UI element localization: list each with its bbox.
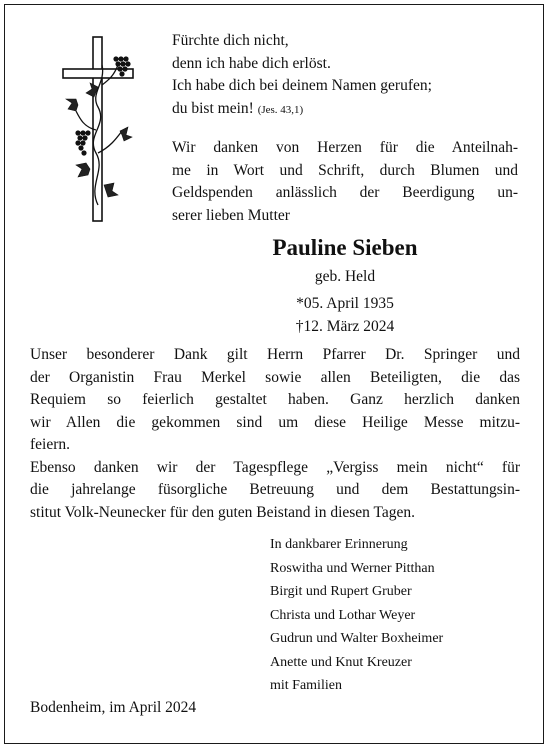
verse-line: du bist mein! (Jes. 43,1) xyxy=(172,99,304,117)
thanks-line: serer lieben Mutter xyxy=(172,206,290,224)
body-line: wir Allen die gekommen sind um diese Heilige Messe mitzu- xyxy=(30,413,520,431)
body-line: der Organistin Frau Merkel sowie allen Beteiligten, die das xyxy=(30,368,520,386)
bible-verse xyxy=(172,30,512,121)
signatory-line: Gudrun und Walter Boxheimer xyxy=(270,631,444,646)
verse-reference: (Jes. 43,1) xyxy=(257,103,304,116)
signatory-line: Anette und Knut Kreuzer xyxy=(270,654,412,670)
signatory-line: Roswitha und Werner Pitthan xyxy=(270,560,435,576)
thanks-line: Wir danken von Herzen für die Anteilnah- xyxy=(172,139,518,156)
thanks-intro xyxy=(172,137,518,227)
body-line: feiern. xyxy=(30,436,71,453)
signatory-line: Birgit und Rupert Gruber xyxy=(270,584,412,599)
verse-line: Ich habe dich bei deinem Namen gerufen; xyxy=(172,77,432,94)
verse-line: denn ich habe dich erlöst. xyxy=(172,54,331,72)
signatory-line: Christa und Lothar Weyer xyxy=(270,607,416,623)
signatory-line: In dankbarer Erinnerung xyxy=(270,537,408,552)
body-line: Ebenso danken wir der Tagespflege „Vergiss mein nicht“ für xyxy=(30,458,520,476)
thanks-line: me in Wort und Schrift, durch Blumen und xyxy=(172,161,518,179)
thanks-body xyxy=(30,344,520,524)
birth-date: *05. April 1935 xyxy=(296,295,394,312)
cross-with-grapevine-icon xyxy=(58,35,138,225)
death-date: †12. März 2024 xyxy=(295,318,395,335)
signatories xyxy=(270,533,530,698)
signatory-line: mit Familien xyxy=(270,678,342,693)
thanks-line: Geldspenden anlässlich der Beerdigung un- xyxy=(172,184,518,201)
body-line: stitut Volk-Neunecker für den guten Beistand in diesen Tagen. xyxy=(30,503,416,521)
deceased-name: Pauline Sieben xyxy=(272,235,418,260)
verse-line: Fürchte dich nicht, xyxy=(172,32,289,49)
maiden-name: geb. Held xyxy=(314,268,376,285)
body-line: Requiem so feierlich gestaltet haben. Ganz herzlich danken xyxy=(30,391,520,408)
body-line: die jahrelange füsorgliche Betreuung und dem Bestattungsin- xyxy=(30,481,520,498)
body-line: Unser besonderer Dank gilt Herrn Pfarrer Dr. Springer und xyxy=(30,346,520,363)
place-date: Bodenheim, im April 2024 xyxy=(30,699,197,716)
